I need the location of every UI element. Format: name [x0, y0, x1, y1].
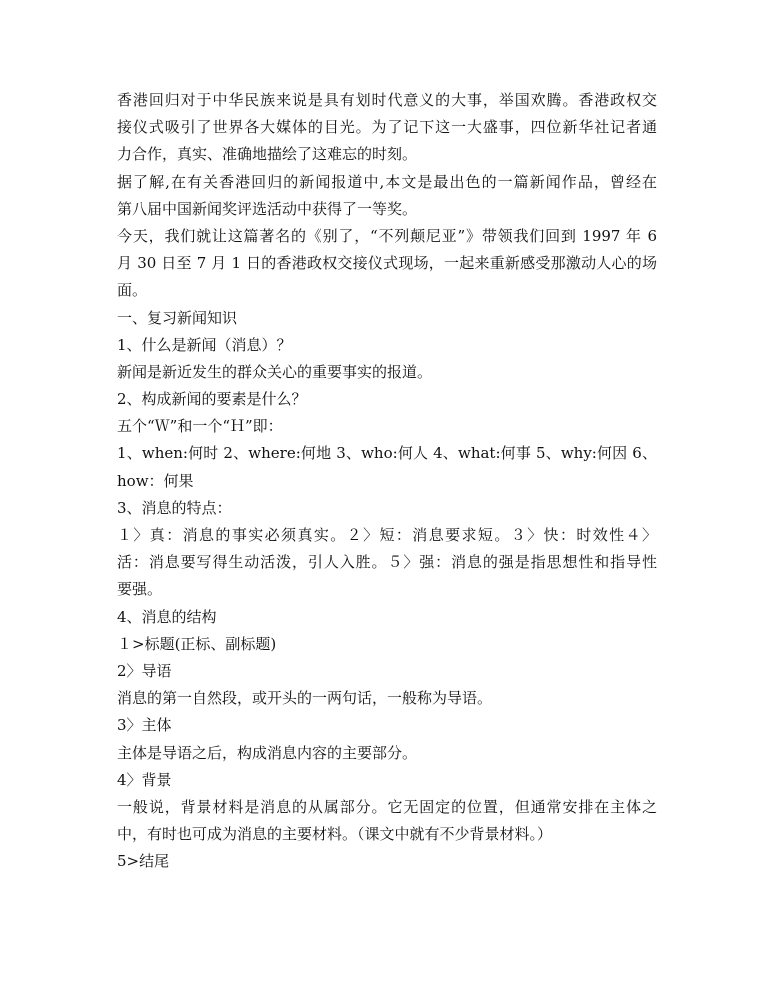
list-item: 3〉主体	[117, 716, 172, 735]
paragraph-line: 香港回归对于中华民族来说是具有划时代意义的大事，举国欢腾。香港政权交	[117, 91, 657, 109]
paragraph-line: 面。	[117, 281, 148, 300]
paragraph-line: 一般说，背景材料是消息的从属部分。它无固定的位置，但通常安排在主体之	[117, 797, 657, 816]
paragraph-line: 活：消息要写得生动活泼，引人入胜。５〉强：消息的强是指思想性和指导性	[117, 553, 657, 572]
paragraph-line: １〉真：消息的事实必须真实。２〉短：消息要求短。３〉快：时效性４〉	[117, 526, 657, 544]
paragraph-line: 1、when:何时 2、where:何地 3、who:何人 4、what:何事 5、why:何因 6、	[117, 444, 657, 463]
paragraph-line: how：何果	[117, 471, 194, 490]
question-line: 3、消息的特点：	[117, 498, 232, 517]
paragraph-line: 要强。	[117, 580, 163, 599]
paragraph-line: 主体是导语之后，构成消息内容的主要部分。	[117, 743, 418, 762]
paragraph-line: 力合作，真实、准确地描绘了这难忘的时刻。	[117, 145, 418, 164]
list-item: 4〉背景	[117, 770, 172, 789]
paragraph-line: 今天，我们就让这篇著名的《别了，“不列颠尼亚”》带领我们回到 1997 年 6	[117, 226, 657, 245]
document-body	[117, 87, 657, 875]
question-line: 2、构成新闻的要素是什么？	[117, 390, 307, 409]
list-item: １>标题(正标、副标题)	[117, 634, 277, 653]
list-item: 5>结尾	[117, 852, 170, 871]
paragraph-line: 月 30 日至 7 月 1 日的香港政权交接仪式现场，一起来重新感受那激动人心的场	[117, 254, 657, 273]
question-line: 1、什么是新闻（消息）？	[117, 335, 292, 354]
paragraph-line: 第八届中国新闻奖评选活动中获得了一等奖。	[117, 199, 418, 218]
paragraph-line: 新闻是新近发生的群众关心的重要事实的报道。	[117, 362, 433, 381]
paragraph-line: 中，有时也可成为消息的主要材料。（课文中就有不少背景材料。）	[117, 825, 553, 844]
section-heading: 一、复习新闻知识	[117, 308, 238, 327]
list-item: 2〉导语	[117, 661, 172, 680]
paragraph-line: 据了解,在有关香港回归的新闻报道中,本文是最出色的一篇新闻作品，曾经在	[117, 172, 657, 191]
question-line: 4、消息的结构	[117, 607, 217, 626]
paragraph-line: 五个“Ｗ”和一个“Ｈ”即：	[117, 417, 283, 436]
paragraph-line: 消息的第一自然段，或开头的一两句话，一般称为导语。	[117, 689, 493, 708]
paragraph-line: 接仪式吸引了世界各大媒体的目光。为了记下这一大盛事，四位新华社记者通	[117, 118, 657, 137]
